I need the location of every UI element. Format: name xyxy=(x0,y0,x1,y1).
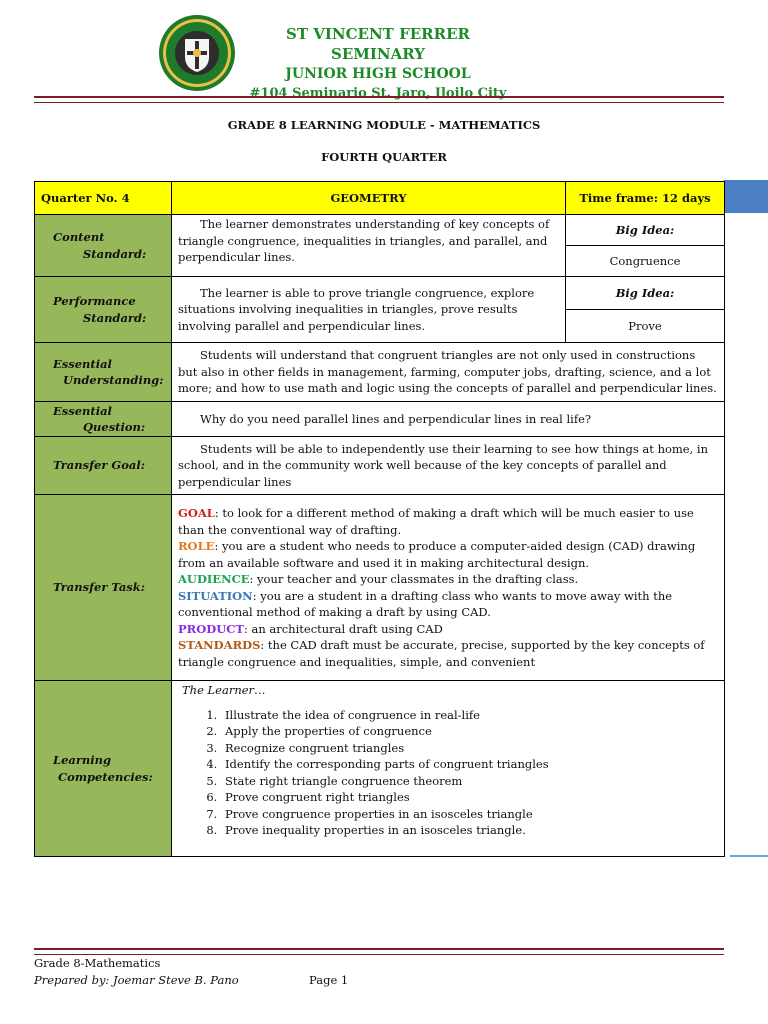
table-header-row xyxy=(35,182,725,215)
essential-understanding-row xyxy=(35,343,725,402)
big-idea-value: Prove xyxy=(566,310,725,343)
quarter-cell: Quarter No. 4 xyxy=(35,182,172,215)
performance-standard-text: The learner is able to prove triangle congruence, explore situations involving inequalities in triangles, prove results involving parallel and perpendicular lines. xyxy=(172,277,566,343)
timeframe-cell: Time frame: 12 days xyxy=(566,182,725,215)
list-item: 4. Identify the corresponding parts of congruent triangles xyxy=(221,756,718,773)
big-idea-value: Congruence xyxy=(566,246,725,277)
learning-competencies-label: Learning Competencies: xyxy=(35,681,172,857)
essential-understanding-text: Students will understand that congruent triangles are not only used in constructions but also in other fields in management, farming, computer jobs, drafting, science, and a lot more; and how to use math and logic using the concepts of parallel and perpendicular lines. xyxy=(172,343,725,402)
task-goal: GOAL: to look for a different method of making a draft which will be much easier to use than the conventional way of drafting. xyxy=(178,506,694,537)
school-seal-logo xyxy=(158,14,236,92)
big-idea-label: Big Idea: xyxy=(566,215,725,246)
quarter-title: FOURTH QUARTER xyxy=(321,150,447,164)
module-title: GRADE 8 LEARNING MODULE - MATHEMATICS xyxy=(227,118,541,132)
footer-page-number: Page 1 xyxy=(309,973,349,987)
task-role: ROLE: you are a student who needs to produce a computer-aided design (CAD) drawing from an available software and used it in making architectural design. xyxy=(178,539,696,570)
transfer-task-row xyxy=(35,495,725,681)
footer-prepared-by: Prepared by: Joemar Steve B. Pano xyxy=(34,973,239,987)
school-level: JUNIOR HIGH SCHOOL xyxy=(285,66,471,82)
module-table xyxy=(34,181,725,857)
transfer-goal-text: Students will be able to independently use their learning to see how things at home, in school, and in the community work well because of the key concepts of parallel and perpendicular lines xyxy=(172,437,725,495)
list-item: 5. State right triangle congruence theorem xyxy=(221,773,718,790)
side-line-decoration xyxy=(730,855,768,857)
transfer-task-label: Transfer Task: xyxy=(35,495,172,681)
essential-understanding-label: Essential Understanding: xyxy=(35,343,172,402)
essential-question-text: Why do you need parallel lines and perpendicular lines in real life? xyxy=(172,402,725,437)
big-idea-label: Big Idea: xyxy=(566,277,725,310)
content-standard-label: Content Standard: xyxy=(35,215,172,277)
content-standard-text: The learner demonstrates understanding of key concepts of triangle congruence, inequalities in triangles, and parallel, and perpendicular lines. xyxy=(172,215,566,277)
list-item: 8. Prove inequality properties in an isosceles triangle. xyxy=(221,822,718,839)
list-item: 1. Illustrate the idea of congruence in real-life xyxy=(221,707,718,724)
school-address: #104 Seminario St. Jaro, Iloilo City xyxy=(249,86,507,101)
header-divider xyxy=(34,96,724,103)
transfer-task-text xyxy=(172,495,725,681)
task-standards: STANDARDS: the CAD draft must be accurate, precise, supported by the key concepts of triangle congruence and inequalities, simple, and convenient xyxy=(178,638,705,669)
task-situation: SITUATION: you are a student in a drafting class who wants to move away with the conventional method of making a draft by using CAD. xyxy=(178,588,673,619)
footer-divider xyxy=(34,948,724,955)
essential-question-label: Essential Question: xyxy=(35,402,172,437)
learning-competencies-row xyxy=(35,681,725,857)
task-audience: AUDIENCE: your teacher and your classmates in the drafting class. xyxy=(178,572,579,586)
task-product: PRODUCT: an architectural draft using CAD xyxy=(178,621,443,636)
essential-question-row xyxy=(35,402,725,437)
performance-standard-label: Performance Standard: xyxy=(35,277,172,343)
competencies-intro: The Learner… xyxy=(182,683,266,697)
content-standard-row xyxy=(35,215,725,246)
school-name: ST VINCENT FERRER SEMINARY xyxy=(286,25,470,63)
list-item: 7. Prove congruence properties in an isosceles triangle xyxy=(221,806,718,823)
list-item: 2. Apply the properties of congruence xyxy=(221,723,718,740)
side-tab-decoration xyxy=(724,180,768,213)
document-header xyxy=(0,0,768,110)
competencies-list xyxy=(178,707,718,839)
transfer-goal-row xyxy=(35,437,725,495)
school-info xyxy=(238,24,518,104)
list-item: 6. Prove congruent right triangles xyxy=(221,789,718,806)
transfer-goal-label: Transfer Goal: xyxy=(35,437,172,495)
topic-cell: GEOMETRY xyxy=(172,182,566,215)
list-item: 3. Recognize congruent triangles xyxy=(221,740,718,757)
learning-competencies-content xyxy=(172,681,725,857)
footer-subject: Grade 8-Mathematics xyxy=(34,956,161,970)
performance-standard-row xyxy=(35,277,725,310)
